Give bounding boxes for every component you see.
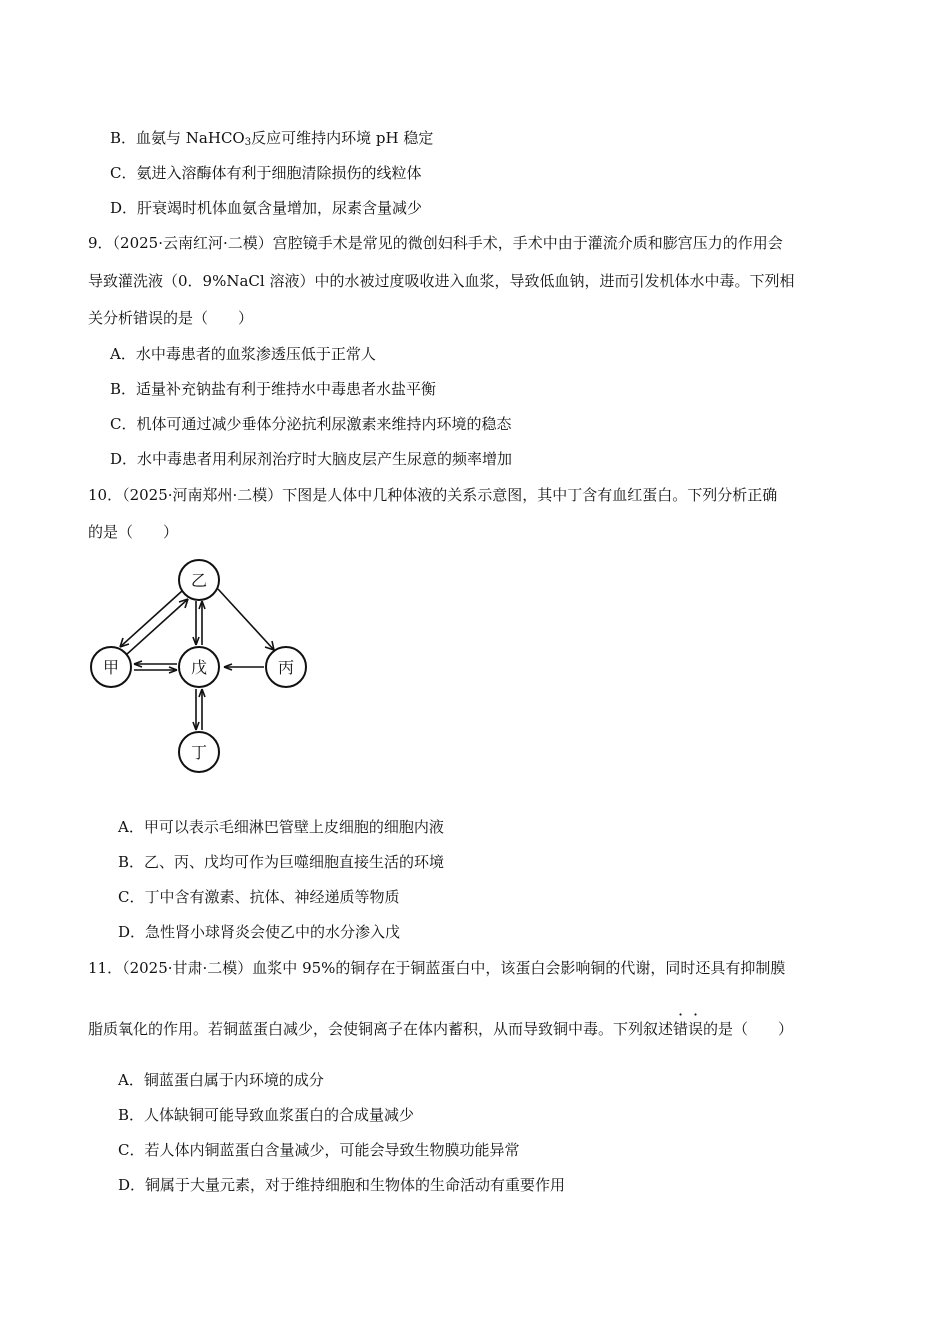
prev-option-d: D．肝衰竭时机体血氨含量增加，尿素含量减少 xyxy=(110,199,423,217)
q11-stem-line1: 11．（2025·甘肃·二模）血浆中 95%的铜存在于铜蓝蛋白中，该蛋白会影响铜的代谢，同时还具有抑制膜 xyxy=(88,959,786,977)
q10-option-a: A．甲可以表示毛细淋巴管壁上皮细胞的细胞内液 xyxy=(118,818,444,836)
arrow-yi-to-jia xyxy=(120,591,182,647)
node-yi-label: 乙 xyxy=(190,571,208,590)
q10-option-c: C．丁中含有激素、抗体、神经递质等物质 xyxy=(118,888,400,906)
q11-option-b: B．人体缺铜可能导致血浆蛋白的合成量减少 xyxy=(118,1106,415,1124)
body-fluid-diagram xyxy=(86,555,326,785)
q10-option-d: D．急性肾小球肾炎会使乙中的水分渗入戊 xyxy=(118,923,401,941)
node-ding-label: 丁 xyxy=(190,743,208,762)
q10-stem-line1: 10．（2025·河南郑州·二模）下图是人体中几种体液的关系示意图，其中丁含有血红蛋白。下列分析正确 xyxy=(88,486,778,504)
subscript: 3 xyxy=(244,137,252,148)
q9-option-d: D．水中毒患者用利尿剂治疗时大脑皮层产生尿意的频率增加 xyxy=(110,450,513,468)
option-text: B．血氨与 NaHCO xyxy=(110,129,245,147)
emphasis-char: 错 xyxy=(673,1020,689,1038)
q9-stem-line1: 9．（2025·云南红河·二模）宫腔镜手术是常见的微创妇科手术，手术中由于灌流介质和膨宫压力的作用会 xyxy=(88,234,783,252)
q10-option-b: B．乙、丙、戊均可作为巨噬细胞直接生活的环境 xyxy=(118,853,445,871)
arrow-yi-to-bing xyxy=(218,589,274,650)
stem-text: 脂质氧化的作用。若铜蓝蛋白减少，会使铜离子在体内蓄积，从而导致铜中毒。下列叙述 xyxy=(88,1020,674,1038)
prev-option-c: C．氨进入溶酶体有利于细胞清除损伤的线粒体 xyxy=(110,164,422,182)
emphasis-char: 误 xyxy=(688,1020,704,1038)
q11-option-c: C．若人体内铜蓝蛋白含量减少，可能会导致生物膜功能异常 xyxy=(118,1141,520,1159)
q9-stem-line3: 关分析错误的是（ ） xyxy=(88,309,254,327)
prev-option-b xyxy=(110,128,433,148)
q11-stem-line2 xyxy=(88,1019,793,1039)
q9-stem-line2: 导致灌洗液（0．9%NaCl 溶液）中的水被过度吸收进入血浆，导致低血钠，进而引发机体水中毒。下列相 xyxy=(88,272,795,290)
stem-text-tail: 的是（ ） xyxy=(703,1020,794,1038)
q9-option-a: A．水中毒患者的血浆渗透压低于正常人 xyxy=(110,345,376,363)
option-text-tail: 反应可维持内环境 pH 稳定 xyxy=(251,129,434,147)
arrow-jia-to-yi xyxy=(126,599,188,655)
q11-option-a: A．铜蓝蛋白属于内环境的成分 xyxy=(118,1071,324,1089)
q11-option-d: D．铜属于大量元素，对于维持细胞和生物体的生命活动有重要作用 xyxy=(118,1176,566,1194)
q10-stem-line2: 的是（ ） xyxy=(88,523,179,541)
node-jia-label: 甲 xyxy=(102,658,120,677)
node-bing-label: 丙 xyxy=(277,658,295,677)
q9-option-b: B．适量补充钠盐有利于维持水中毒患者水盐平衡 xyxy=(110,380,437,398)
q9-option-c: C．机体可通过减少垂体分泌抗利尿激素来维持内环境的稳态 xyxy=(110,415,512,433)
node-wu-label: 戊 xyxy=(190,658,208,677)
